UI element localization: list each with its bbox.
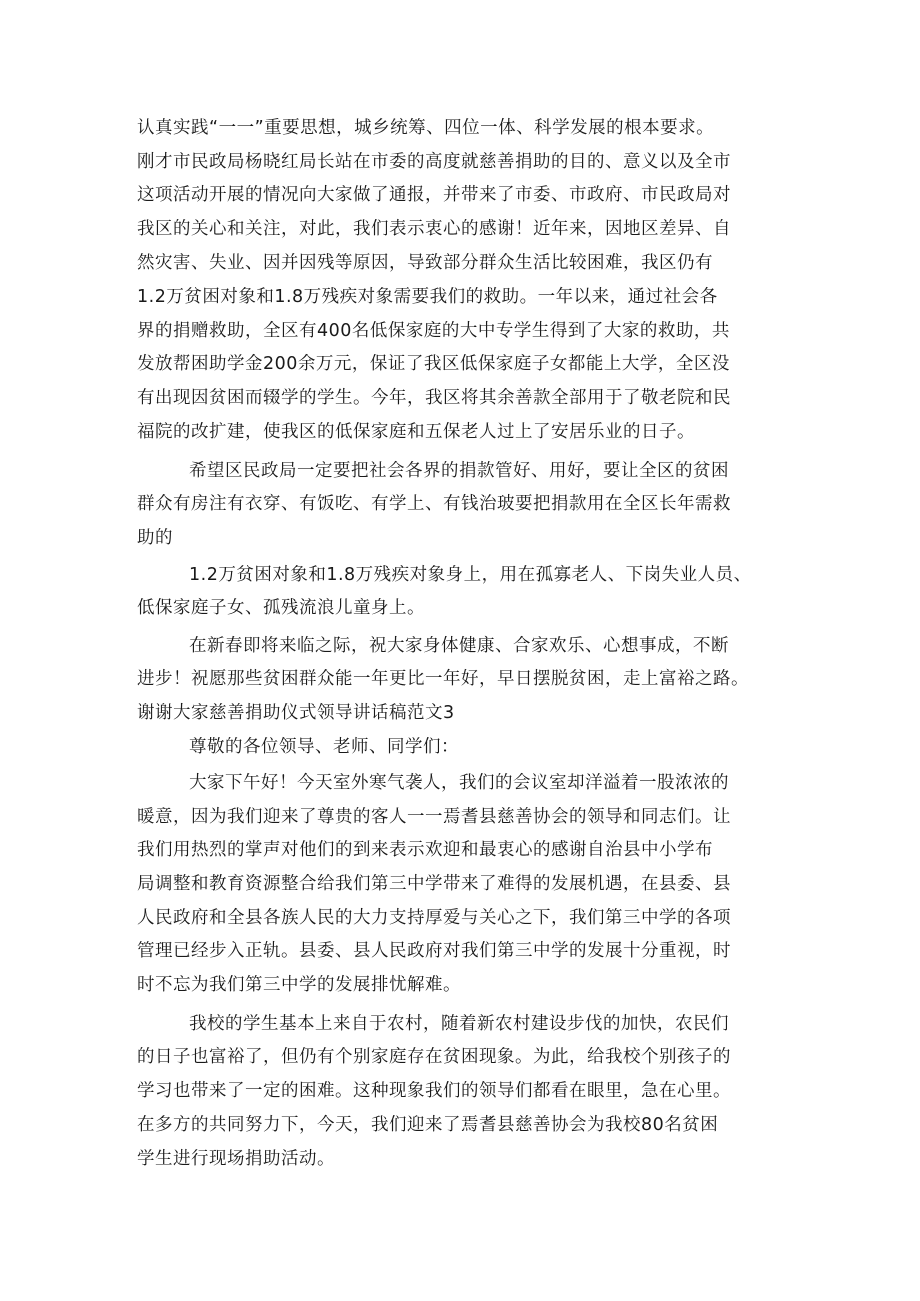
paragraph-start: 大家下午好！今天室外寒气袭人，我们的会议室却洋溢着一股浓浓的 <box>189 773 729 793</box>
text-line: 学生进行现场捐助活动。 <box>137 1149 335 1169</box>
text-line: 发放帮困助学金200余万元，保证了我区低保家庭子女都能上大学，全区没 <box>137 354 730 374</box>
text-line: 我们用热烈的掌声对他们的到来表示欢迎和最衷心的感谢自治县中小学布 <box>137 840 713 860</box>
text-line: 暖意，因为我们迎来了尊贵的客人一一焉耆县慈善协会的领导和同志们。让 <box>137 807 731 827</box>
salutation: 尊敬的各位领导、老师、同学们： <box>189 737 459 757</box>
text-line: 管理已经步入正轨。县委、县人民政府对我们第三中学的发展十分重视，时 <box>137 941 731 961</box>
text-line: 这项活动开展的情况向大家做了通报，并带来了市委、市政府、市民政局对 <box>137 185 731 205</box>
text-line: 认真实践“一一”重要思想，城乡统筹、四位一体、科学发展的根本要求。 <box>137 118 715 138</box>
text-line: 福院的改扩建，使我区的低保家庭和五保老人过上了安居乐业的日子。 <box>137 422 695 442</box>
text-line: 刚才市民政局杨晓红局长站在市委的高度就慈善捐助的目的、意义以及全市 <box>137 152 731 172</box>
text-line: 群众有房注有衣穿、有饭吃、有学上、有钱治玻要把捐款用在全区长年需救 <box>137 494 731 514</box>
text-line: 然灾害、失业、因并因残等原因，导致部分群众生活比较困难，我区仍有 <box>137 253 713 273</box>
text-line: 1.2万贫困对象和1.8万残疾对象需要我们的救助。一年以来，通过社会各 <box>137 287 718 307</box>
text-line: 低保家庭子女、孤残流浪儿童身上。 <box>137 598 425 618</box>
paragraph-start: 1.2万贫困对象和1.8万残疾对象身上，用在孤寡老人、下岗失业人员、 <box>189 565 752 585</box>
text-line: 我区的关心和关注，对此，我们表示衷心的感谢！近年来，因地区差异、自 <box>137 219 731 239</box>
text-line: 人民政府和全县各族人民的大力支持厚爱与关心之下，我们第三中学的各项 <box>137 908 731 928</box>
section-heading: 谢谢大家慈善捐助仪式领导讲话稿范文3 <box>137 703 455 723</box>
text-line: 有出现因贫困而辍学的学生。今年，我区将其余善款全部用于了敬老院和民 <box>137 388 731 408</box>
text-line: 时不忘为我们第三中学的发展排忧解难。 <box>137 975 461 995</box>
text-line: 在多方的共同努力下，今天，我们迎来了焉耆县慈善协会为我校80名贫困 <box>137 1115 719 1135</box>
text-line: 助的 <box>137 528 173 548</box>
text-line: 的日子也富裕了，但仍有个别家庭存在贫困现象。为此，给我校个别孩子的 <box>137 1047 731 1067</box>
paragraph-start: 在新春即将来临之际，祝大家身体健康、合家欢乐、心想事成，不断 <box>189 636 729 656</box>
paragraph-start: 希望区民政局一定要把社会各界的捐款管好、用好，要让全区的贫困 <box>189 461 729 481</box>
text-line: 进步！祝愿那些贫困群众能一年更比一年好，早日摆脱贫困，走上富裕之路。 <box>137 669 749 689</box>
text-line: 局调整和教育资源整合给我们第三中学带来了难得的发展机遇，在县委、县 <box>137 874 731 894</box>
text-line: 学习也带来了一定的困难。这种现象我们的领导们都看在眼里，急在心里。 <box>137 1081 731 1101</box>
paragraph-start: 我校的学生基本上来自于农村，随着新农村建设步伐的加快，农民们 <box>189 1014 729 1034</box>
text-line: 界的捐赠救助，全区有400名低保家庭的大中专学生得到了大家的救助，共 <box>137 321 730 341</box>
